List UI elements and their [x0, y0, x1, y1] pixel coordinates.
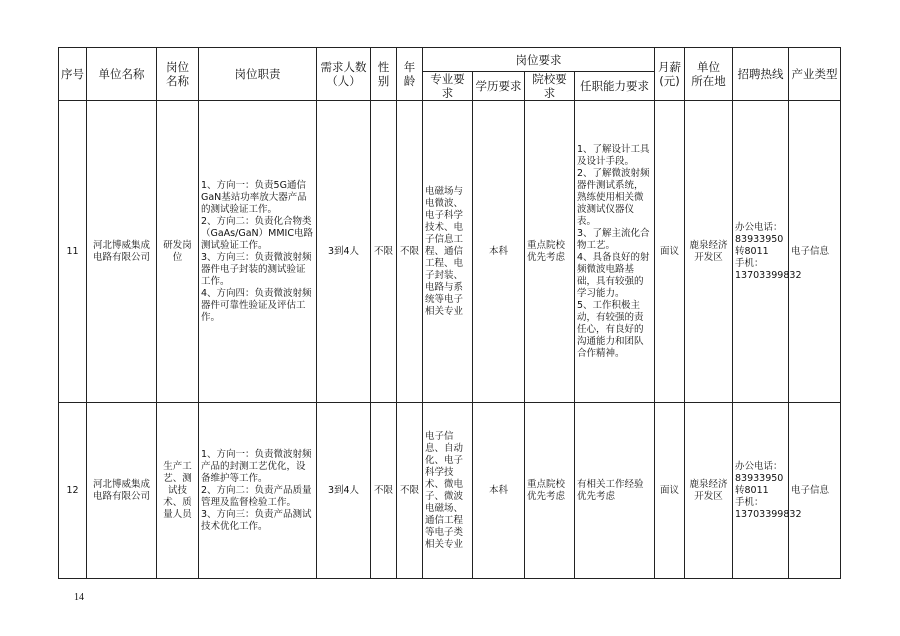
cell-duties: 1、方向一：负责5G通信GaN基站功率放大器产品的测试验证工作。 2、方向二：负责化合物类（GaAs/GaN）MMIC电路测试验证工作。 3、方向三：负责微波射频器件电子封装的测试验证工作。 4、方向四：负责微波射频器件可靠性验证及评估工作。	[199, 101, 317, 403]
cell-major: 电磁场与电微波、电子科学技术、电子信息工程、通信工程、电子封装、电路与系统等电子相关专业	[423, 101, 473, 403]
header-school: 院校要求	[525, 72, 575, 101]
cell-age: 不限	[397, 101, 423, 403]
cell-ability: 1、了解设计工具及设计手段。 2、了解微波射频器件测试系统，熟练使用相关微波测试仪器仪表。 3、了解主流化合物工艺。 4、具备良好的射频微波电路基础，具有较强的学习能力。 5、工作积极主动，有较强的责任心，有良好的沟通能力和团队合作精神。	[575, 101, 655, 403]
cell-age: 不限	[397, 403, 423, 579]
header-duties: 岗位职责	[199, 48, 317, 101]
header-headcount: 需求人数 （人）	[317, 48, 371, 101]
page-number: 14	[74, 592, 84, 603]
header-industry: 产业类型	[789, 48, 841, 101]
cell-salary: 面议	[655, 403, 685, 579]
cell-ability: 有相关工作经验优先考虑	[575, 403, 655, 579]
cell-headcount: 3到4人	[317, 101, 371, 403]
cell-school: 重点院校优先考虑	[525, 403, 575, 579]
cell-salary: 面议	[655, 101, 685, 403]
header-age: 年龄	[397, 48, 423, 101]
header-salary: 月薪 (元)	[655, 48, 685, 101]
cell-headcount: 3到4人	[317, 403, 371, 579]
header-hotline: 招聘热线	[733, 48, 789, 101]
header-location: 单位 所在地	[685, 48, 733, 101]
cell-position: 生产工艺、测试技术、质量人员	[157, 403, 199, 579]
header-seq: 序号	[59, 48, 87, 101]
cell-gender: 不限	[371, 101, 397, 403]
cell-duties: 1、方向一：负责微波射频产品的封测工艺优化，设备维护等工作。 2、方向二：负责产品质量管理及监督检验工作。 3、方向三：负责产品测试技术优化工作。	[199, 403, 317, 579]
header-major: 专业要求	[423, 72, 473, 101]
cell-location: 鹿泉经济开发区	[685, 101, 733, 403]
cell-school: 重点院校优先考虑	[525, 101, 575, 403]
cell-education: 本科	[473, 403, 525, 579]
cell-position: 研发岗位	[157, 101, 199, 403]
cell-hotline: 办公电话：83933950转8011 手机：13703399832	[733, 403, 789, 579]
header-position: 岗位 名称	[157, 48, 199, 101]
cell-location: 鹿泉经济开发区	[685, 403, 733, 579]
cell-seq: 12	[59, 403, 87, 579]
cell-gender: 不限	[371, 403, 397, 579]
cell-company: 河北博威集成电路有限公司	[87, 403, 157, 579]
header-education: 学历要求	[473, 72, 525, 101]
cell-major: 电子信息、自动化、电子科学技术、微电子、微波电磁场、通信工程等电子类相关专业	[423, 403, 473, 579]
cell-hotline: 办公电话：83933950转8011 手机：13703399832	[733, 101, 789, 403]
cell-industry: 电子信息	[789, 403, 841, 579]
header-company: 单位名称	[87, 48, 157, 101]
table-row	[59, 403, 841, 579]
cell-seq: 11	[59, 101, 87, 403]
header-gender: 性 别	[371, 48, 397, 101]
cell-industry: 电子信息	[789, 101, 841, 403]
header-requirements: 岗位要求	[423, 48, 655, 72]
job-table	[58, 47, 841, 579]
header-ability: 任职能力要求	[575, 72, 655, 101]
cell-company: 河北博威集成电路有限公司	[87, 101, 157, 403]
cell-education: 本科	[473, 101, 525, 403]
table-row	[59, 101, 841, 403]
